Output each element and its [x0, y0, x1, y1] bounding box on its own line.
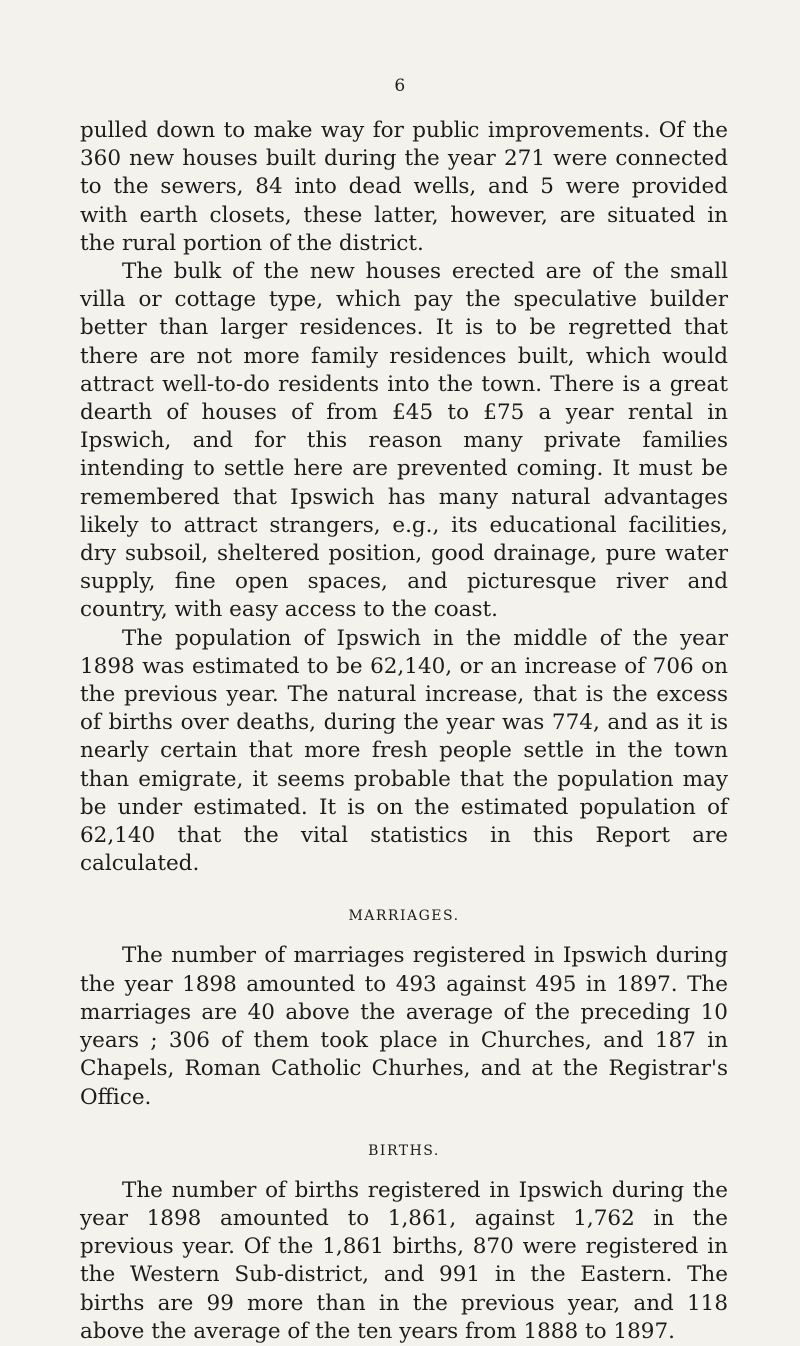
- page-number: 6: [394, 76, 406, 96]
- document-body: [80, 117, 728, 1346]
- paragraph-population: The population of Ipswich in the middle of the year 1898 was estimated to be 62,140, or an increase of 706 on the previous year. The natural increase, that is the excess of births over deaths, during the year was 774, and as it is nearly certain that more fresh people settle in the town than emigrate, it seems probable that the population may be under estimated. It is on the estimated population of 62,140 that the vital statistics in this Report are calculated.: [80, 625, 728, 877]
- paragraph-births: The number of births registered in Ipswich during the year 1898 amounted to 1,861, against 1,762 in the previous year. Of the 1,861 births, 870 were registered in the Western Sub-district, and 991 in the Eastern. The births are 99 more than in the previous year, and 118 above the average of the ten years from 1888 to 1897.: [80, 1177, 728, 1344]
- paragraph-new-houses: The bulk of the new houses erected are of the small villa or cottage type, which pay the speculative builder better than larger residences. It is to be regretted that there are not more family residences built, which would attract well-to-do residents into the town. There is a great dearth of houses of from £45 to £75 a year rental in Ipswich, and for this reason many private families intending to settle here are prevented coming. It must be remembered that Ipswich has many natural advantages likely to attract strangers, e.g., its educational facilities, dry subsoil, sheltered position, good drainage, pure water supply, fine open spaces, and picturesque river and country, with easy access to the coast.: [80, 259, 728, 623]
- paragraph-sewers: pulled down to make way for public improvements. Of the 360 new houses built during the year 271 were connected to the sewers, 84 into dead wells, and 5 were provided with earth closets, these latter, however, are situated in the rural portion of the district.: [80, 118, 728, 256]
- paragraph-marriages: The number of marriages registered in Ipswich during the year 1898 amounted to 493 against 495 in 1897. The marriages are 40 above the average of the preceding 10 years ; 306 of them took place in Churches, and 187 in Chapels, Roman Catholic Churhes, and at the Registrar's Office.: [80, 943, 728, 1110]
- section-heading-marriages: MARRIAGES.: [348, 908, 460, 925]
- section-heading-births: BIRTHS.: [368, 1142, 440, 1159]
